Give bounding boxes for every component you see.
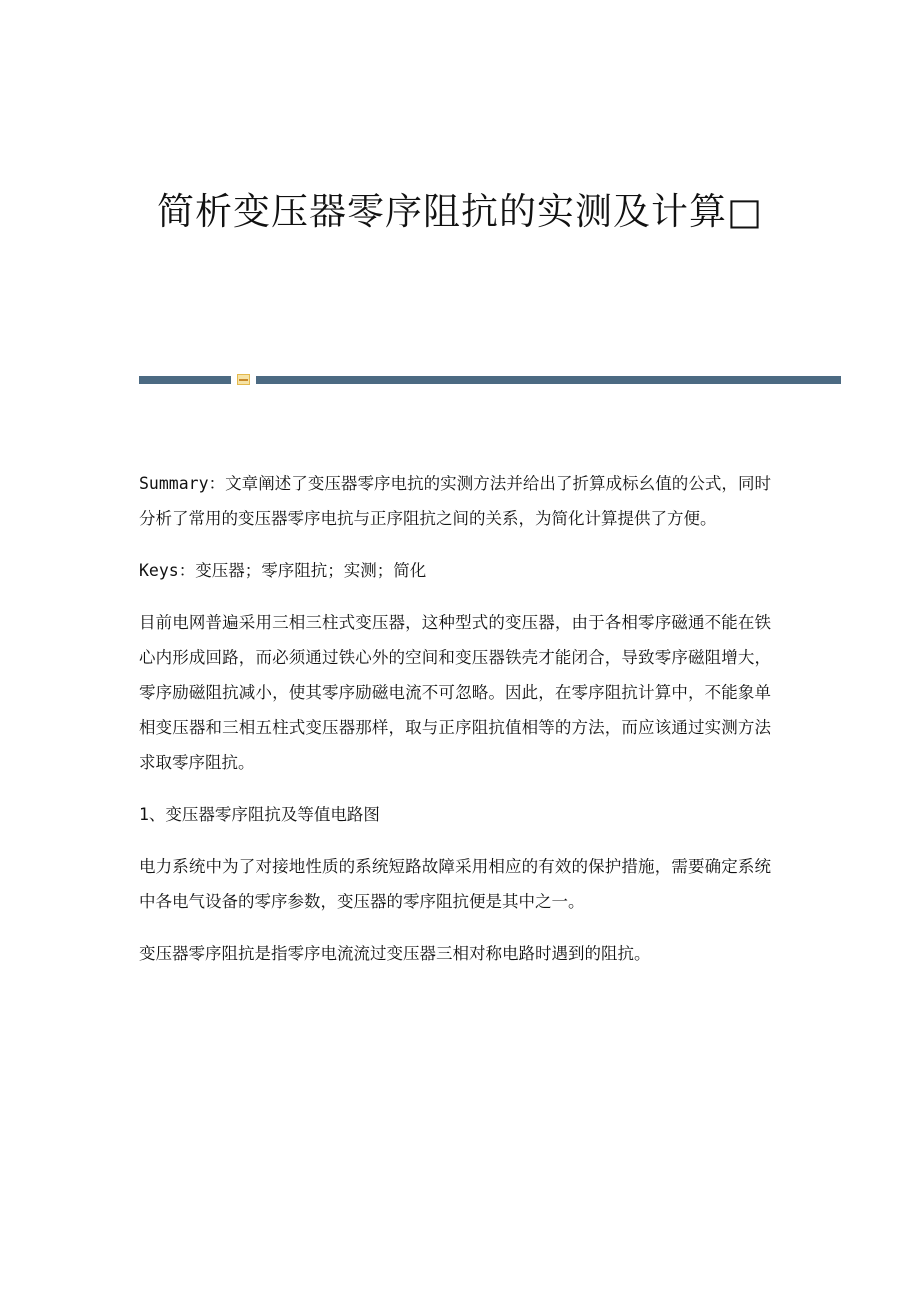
document-title: 简析变压器零序阻抗的实测及计算□ <box>157 190 763 233</box>
divider-ornament-icon <box>237 374 250 385</box>
body-paragraph: 变压器零序阻抗是指零序电流流过变压器三相对称电路时遇到的阻抗。 <box>139 944 651 963</box>
summary-paragraph: Summary：文章阐述了变压器零序电抗的实测方法并给出了折算成标幺值的公式，同时分析了常用的变压器零序电抗与正序阻抗之间的关系，为简化计算提供了方便。 <box>139 474 771 528</box>
divider-bar-left <box>139 376 231 384</box>
document-body <box>139 466 771 988</box>
intro-paragraph: 目前电网普遍采用三相三柱式变压器，这种型式的变压器，由于各相零序磁通不能在铁心内形成回路，而必须通过铁心外的空间和变压器铁壳才能闭合，导致零序磁阻增大，零序励磁阻抗减小，使其零序励磁电流不可忽略。因此，在零序阻抗计算中，不能象单相变压器和三相五柱式变压器那样，取与正序阻抗值相等的方法，而应该通过实测方法求取零序阻抗。 <box>139 613 771 772</box>
body-paragraph: 电力系统中为了对接地性质的系统短路故障采用相应的有效的保护措施，需要确定系统中各电气设备的零序参数，变压器的零序阻抗便是其中之一。 <box>139 857 771 911</box>
title-divider <box>139 373 841 387</box>
divider-bar-right <box>256 376 841 384</box>
section-heading: 1、变压器零序阻抗及等值电路图 <box>139 805 380 824</box>
keys-paragraph: Keys：变压器；零序阻抗；实测；简化 <box>139 561 427 580</box>
